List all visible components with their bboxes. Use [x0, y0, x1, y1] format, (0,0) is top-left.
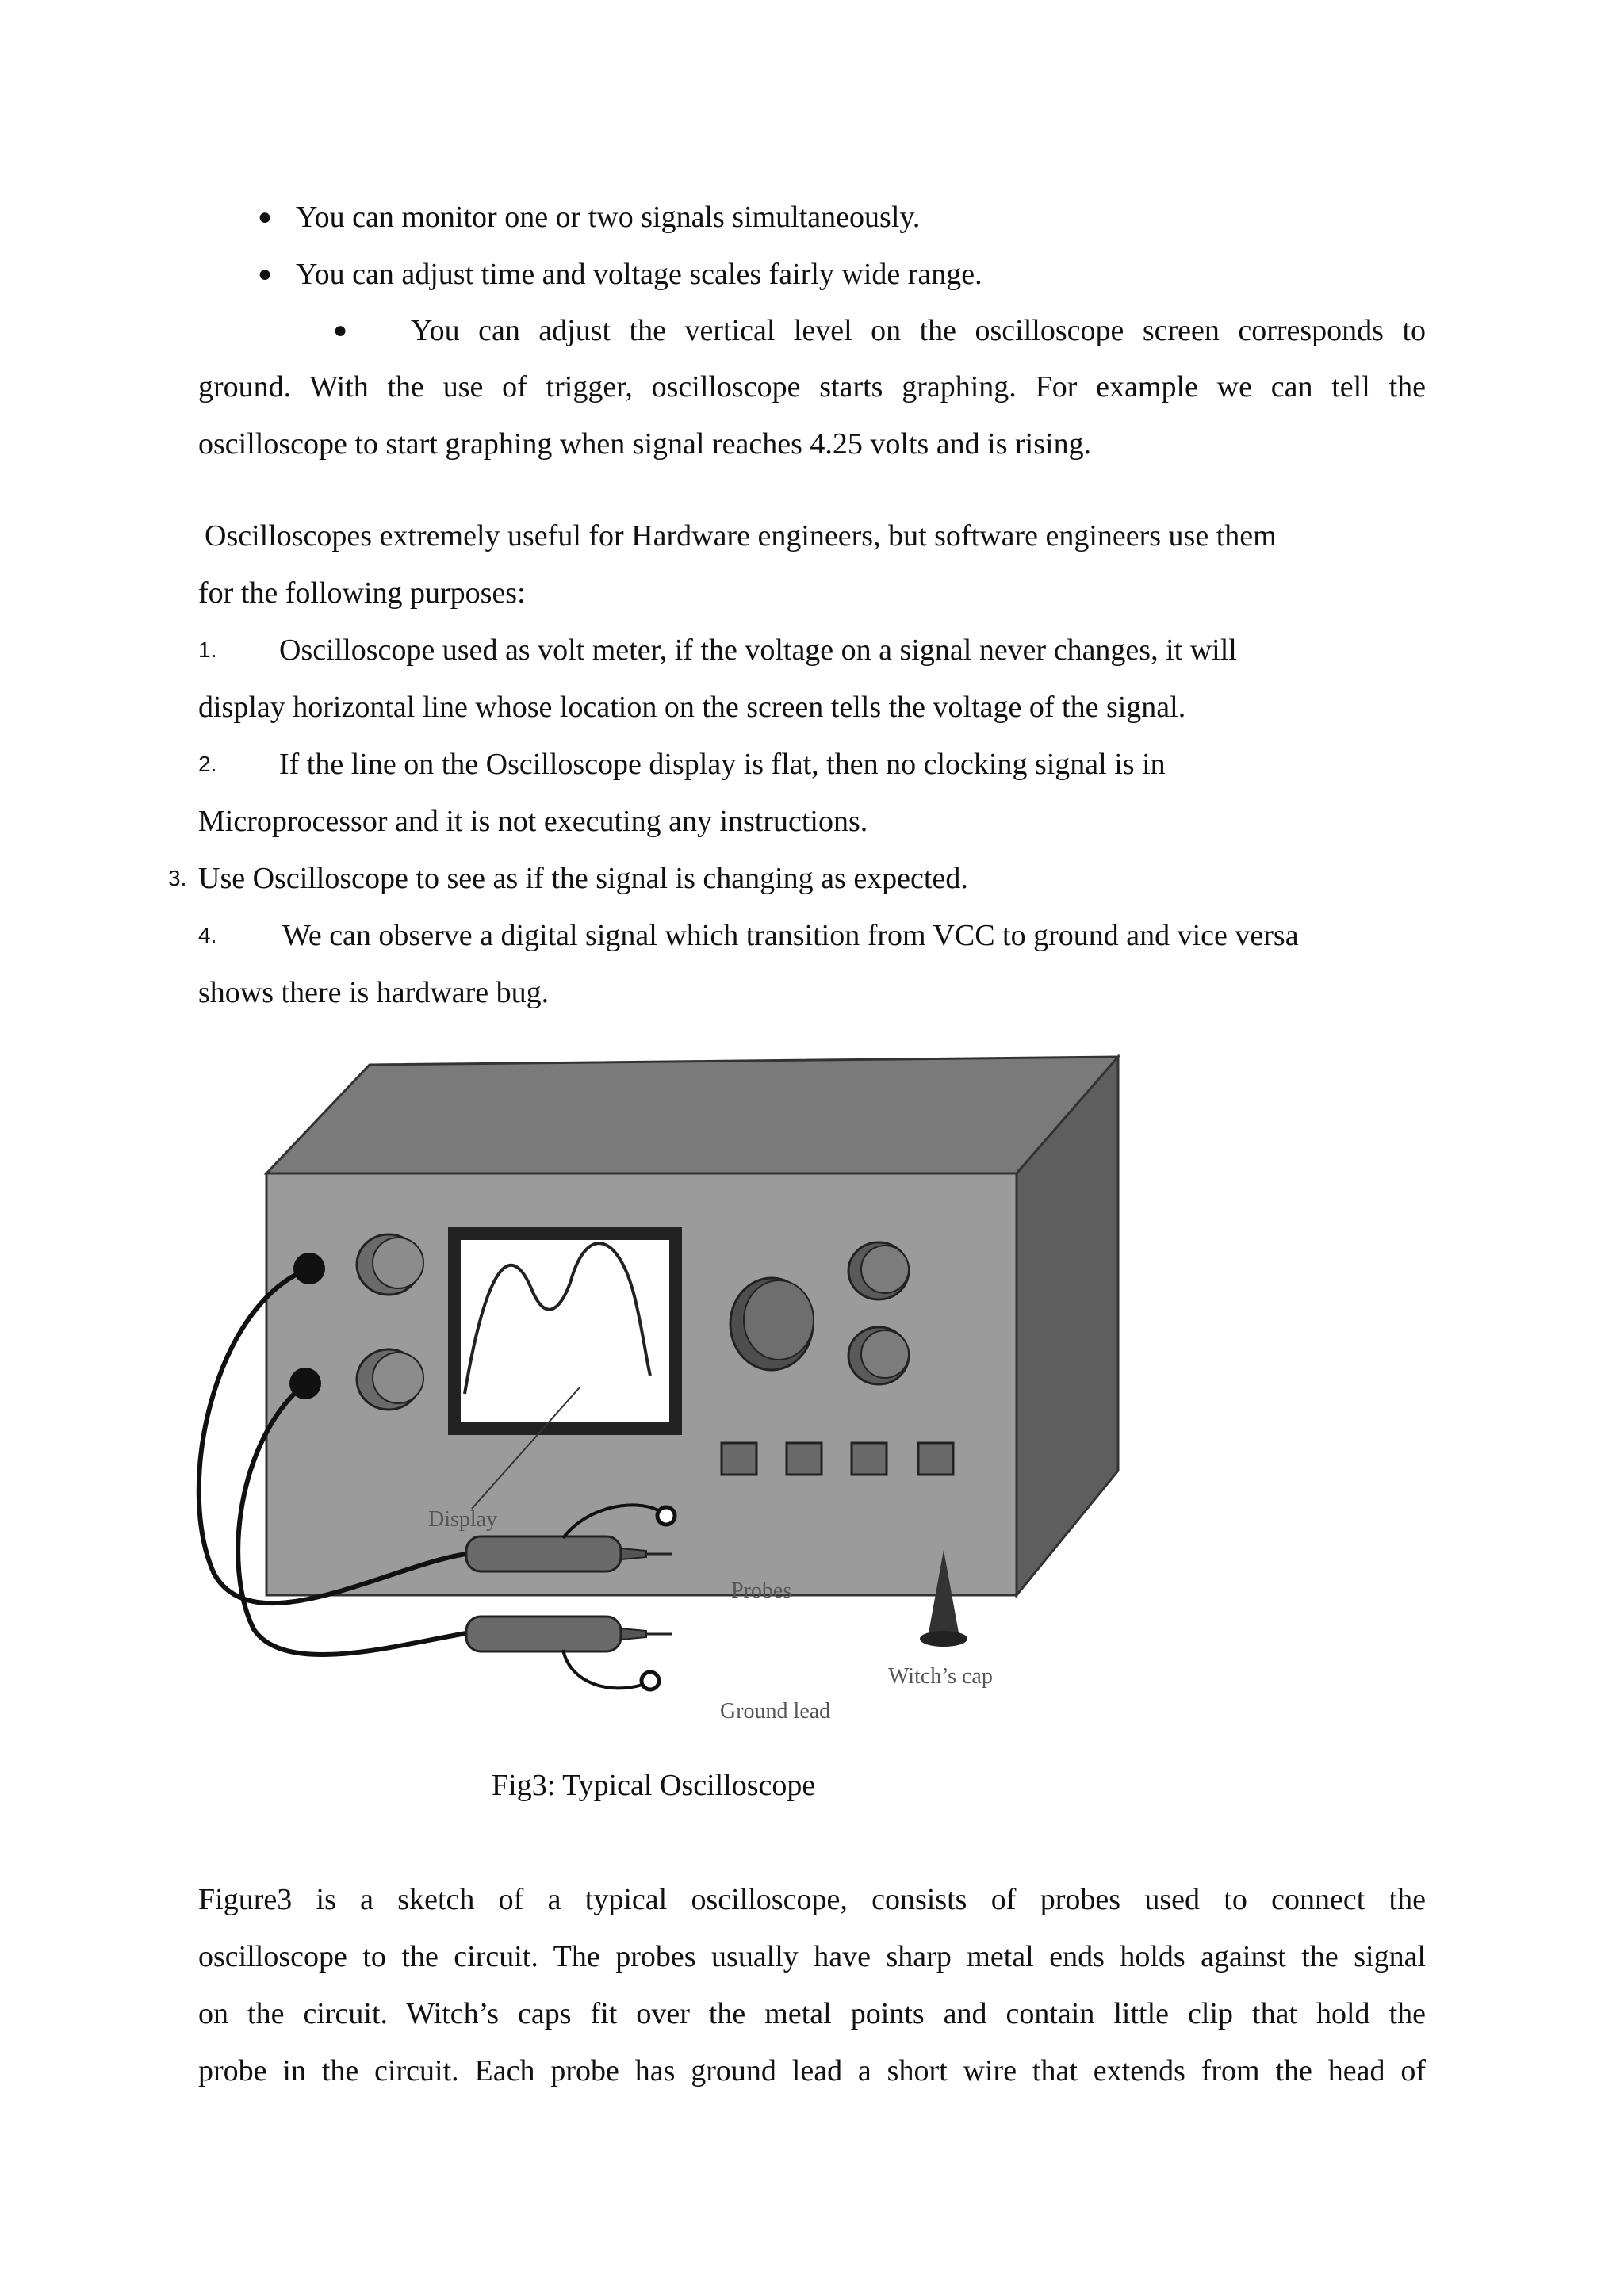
- bullet-dot: ●: [258, 204, 273, 230]
- list-item-text: Microprocessor and it is not executing any instructions.: [198, 805, 868, 838]
- body-paragraph-line: on the circuit. Witch’s caps fit over the metal points and contain little clip that hold the: [198, 1997, 1426, 2030]
- witchs-cap-label: Witch’s cap: [888, 1664, 993, 1689]
- list-number: 2.: [198, 752, 217, 776]
- bullet-dot: ●: [258, 261, 273, 287]
- bullet-text-continued: oscilloscope to start graphing when signal reaches 4.25 volts and is rising.: [198, 427, 1092, 461]
- body-paragraph-line: Figure3 is a sketch of a typical oscilloscope, consists of probes used to connect the: [198, 1883, 1426, 1916]
- oscilloscope-body: [266, 1057, 1118, 1595]
- list-item-text: Use Oscilloscope to see as if the signal is changing as expected.: [198, 862, 968, 895]
- list-item-text: shows there is hardware bug.: [198, 976, 550, 1009]
- bullet-text: You can adjust the vertical level on the oscilloscope screen corresponds to: [411, 314, 1426, 347]
- bullet-text: You can adjust time and voltage scales fairly wide range.: [296, 258, 982, 291]
- figure-caption: Fig3: Typical Oscilloscope: [492, 1769, 816, 1802]
- bullet-text-continued: ground. With the use of trigger, oscilloscope starts graphing. For example we can tell the: [198, 370, 1426, 404]
- list-item-text: We can observe a digital signal which transition from VCC to ground and vice versa: [282, 919, 1299, 952]
- bullet-text: You can monitor one or two signals simultaneously.: [296, 201, 921, 234]
- body-paragraph-line: oscilloscope to the circuit. The probes usually have sharp metal ends holds against the signal: [198, 1940, 1426, 1973]
- display-label: Display: [428, 1507, 498, 1532]
- list-item-text: If the line on the Oscilloscope display is flat, then no clocking signal is in: [279, 748, 1166, 781]
- list-number: 4.: [198, 923, 217, 947]
- list-number: 1.: [198, 637, 217, 662]
- probe-bottom: [466, 1617, 672, 1689]
- list-item-text: display horizontal line whose location on the screen tells the voltage of the signal.: [198, 691, 1186, 724]
- oscilloscope-figure: [190, 1043, 1126, 1740]
- list-number: 3.: [168, 866, 187, 890]
- center-knob: [730, 1278, 814, 1370]
- list-item-text: Oscilloscope used as volt meter, if the voltage on a signal never changes, it will: [279, 633, 1237, 667]
- bullet-dot: ●: [333, 317, 348, 343]
- right-knob-bottom: [848, 1327, 909, 1384]
- intro-paragraph-line: Oscilloscopes extremely useful for Hardware engineers, but software engineers use them: [205, 519, 1277, 553]
- probes-label: Probes: [731, 1578, 792, 1603]
- ground-lead-label: Ground lead: [720, 1699, 831, 1724]
- intro-paragraph-line: for the following purposes:: [198, 576, 526, 610]
- body-paragraph-line: probe in the circuit. Each probe has ground lead a short wire that extends from the head of: [198, 2054, 1426, 2087]
- right-knob-top: [848, 1242, 909, 1299]
